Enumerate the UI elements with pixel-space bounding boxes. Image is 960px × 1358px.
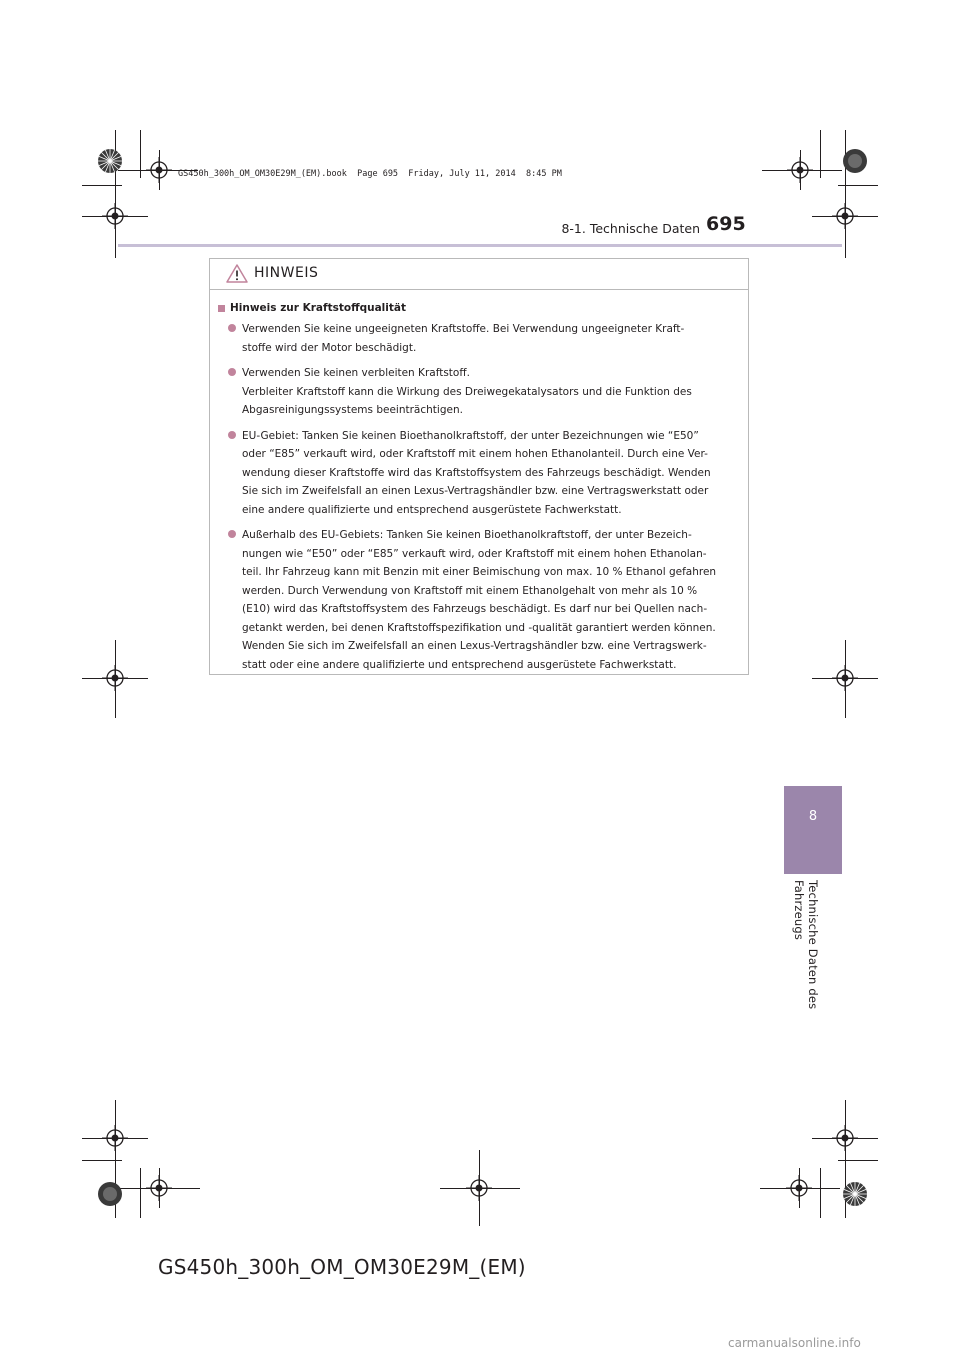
- notice-subheading-text: Hinweis zur Kraftstoffqualität: [230, 302, 406, 314]
- text-line: oder “E85” verkauft wird, oder Kraftstoff mit einem hohen Ethanolanteil. Durch eine Ver-: [242, 448, 708, 460]
- list-item: [228, 526, 742, 674]
- bullet-dot-icon: [228, 324, 236, 332]
- text-line: teil. Ihr Fahrzeug kann mit Benzin mit einer Beimischung von max. 10 % Ethanol gefahren: [242, 566, 717, 578]
- text-line: wendung dieser Kraftstoffe wird das Kraftstoffsystem des Fahrzeugs beschädigt. Wenden: [242, 466, 711, 479]
- text-line: Außerhalb des EU-Gebiets: Tanken Sie keinen Bioethanolkraftstoff, der unter Bezeich-: [242, 529, 692, 541]
- bullet-dot-icon: [228, 431, 236, 439]
- document-code: GS450h_300h_OM_OM30E29M_(EM): [158, 1255, 526, 1279]
- text-line: eine andere qualifizierte und entsprechend ausgerüstete Fachwerkstatt.: [242, 503, 622, 516]
- crosshair-icon: [146, 1175, 172, 1201]
- page-number: 695: [706, 213, 746, 235]
- text-line: stoffe wird der Motor beschädigt.: [242, 341, 417, 354]
- chapter-tab: 8: [784, 786, 842, 874]
- crop-mark: [140, 1168, 141, 1218]
- crosshair-icon: [102, 1125, 128, 1151]
- text-line: EU-Gebiet: Tanken Sie keinen Bioethanolkraftstoff, der unter Bezeichnungen wie “E50”: [242, 429, 699, 442]
- notice-subheading: [218, 302, 742, 314]
- text-line: Verwenden Sie keine ungeeigneten Kraftstoffe. Bei Verwendung ungeeigneter Kraft-: [242, 323, 685, 335]
- notice-body: [210, 290, 748, 674]
- crosshair-icon: [832, 665, 858, 691]
- notice-box: [209, 258, 749, 675]
- section-title: 8-1. Technische Daten: [561, 221, 700, 236]
- crosshair-icon: [832, 203, 858, 229]
- text-line: Abgasreinigungssystems beeinträchtigen.: [242, 404, 463, 416]
- text-line: Verbleiter Kraftstoff kann die Wirkung des Dreiwegekatalysators und die Funktion des: [242, 385, 692, 398]
- bullet-dot-icon: [228, 530, 236, 538]
- crop-mark: [838, 1160, 878, 1161]
- square-bullet-icon: [218, 305, 225, 312]
- crosshair-icon: [466, 1175, 492, 1201]
- registration-dot-icon: [97, 1181, 123, 1207]
- registration-star-icon: [97, 148, 123, 174]
- list-item-text: [242, 526, 738, 674]
- print-stamp: GS450h_300h_OM_OM30E29M_(EM).book Page 695 Friday, July 11, 2014 8:45 PM: [178, 169, 562, 179]
- watermark: carmanualsonline.info: [728, 1336, 861, 1350]
- crop-mark: [838, 185, 878, 186]
- text-line: Wenden Sie sich im Zweifelsfall an einen Lexus-Vertragshändler bzw. eine Vertragswerk-: [242, 640, 707, 652]
- crosshair-icon: [832, 1125, 858, 1151]
- crosshair-icon: [102, 203, 128, 229]
- list-item-text: [242, 320, 738, 357]
- list-item-text: [242, 427, 738, 520]
- registration-dot-icon: [842, 148, 868, 174]
- chapter-label: Technische Daten des Fahrzeugs: [792, 880, 820, 1010]
- list-item: [228, 364, 742, 420]
- list-item: [228, 320, 742, 357]
- text-line: Verwenden Sie keinen verbleiten Kraftstoff.: [242, 367, 470, 379]
- header-rule: [118, 244, 842, 247]
- text-line: getankt werden, bei denen Kraftstoffspezifikation und -qualität garantiert werden können.: [242, 621, 716, 634]
- crop-mark: [82, 1160, 122, 1161]
- notice-title: HINWEIS: [254, 265, 319, 281]
- list-item: [228, 427, 742, 520]
- text-line: (E10) wird das Kraftstoffsystem des Fahrzeugs beschädigt. Es darf nur bei Quellen nach-: [242, 603, 708, 615]
- notice-header: [210, 259, 748, 290]
- text-line: statt oder eine andere qualifizierte und entsprechend ausgerüstete Fachwerkstatt.: [242, 658, 677, 671]
- bullet-dot-icon: [228, 368, 236, 376]
- crosshair-icon: [787, 157, 813, 183]
- text-line: nungen wie “E50” oder “E85” verkauft wird, oder Kraftstoff mit einem hohen Ethanolan-: [242, 547, 707, 560]
- crosshair-icon: [102, 665, 128, 691]
- crosshair-icon: [786, 1175, 812, 1201]
- crosshair-icon: [146, 157, 172, 183]
- crop-mark: [82, 185, 122, 186]
- registration-star-icon: [842, 1181, 868, 1207]
- list-item-text: [242, 364, 738, 420]
- warning-triangle-icon: [226, 264, 248, 283]
- crop-mark: [820, 1168, 821, 1218]
- text-line: werden. Durch Verwendung von Kraftstoff mit einem Ethanolgehalt von mehr als 10 %: [242, 584, 698, 597]
- text-line: Sie sich im Zweifelsfall an einen Lexus-Vertragshändler bzw. eine Vertragswerkstatt oder: [242, 485, 709, 497]
